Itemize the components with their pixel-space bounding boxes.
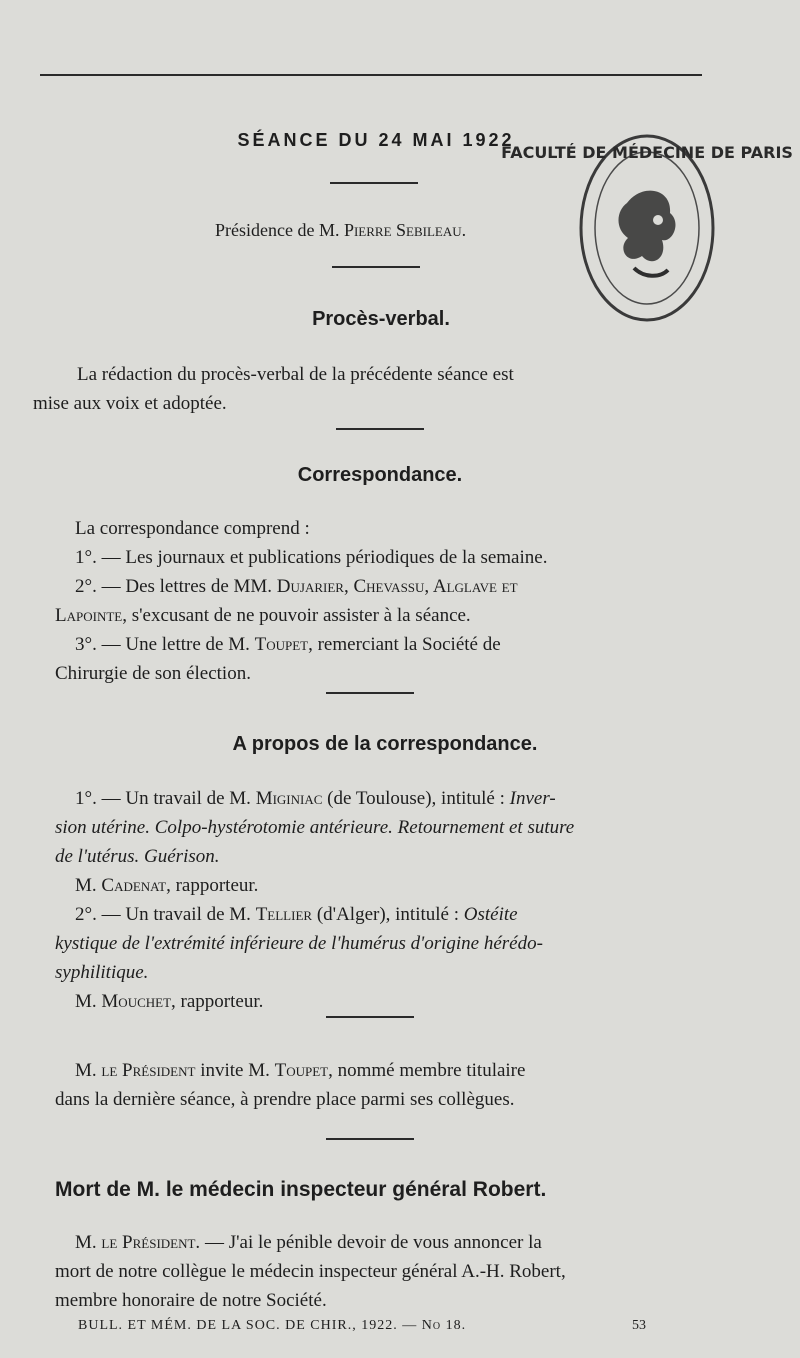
mort-paragraph <box>55 1228 720 1315</box>
corr-item-3-name: Toupet, <box>254 634 313 655</box>
ap-item-1-title: Inver- <box>509 788 556 809</box>
mort-prefix: M. <box>75 1232 97 1253</box>
ap-item-2-title-end: syphilitique. <box>55 962 149 983</box>
invite-prefix: M. <box>75 1060 97 1081</box>
ap-item-1 <box>55 784 720 813</box>
section-title-proces-verbal: Procès-verbal. <box>312 308 450 330</box>
ap-item-1-name: Miginiac <box>255 788 323 809</box>
invite-name: Toupet, <box>274 1060 333 1081</box>
ap-item-2 <box>55 900 720 929</box>
corr-item-3-text-b: remerciant la Société de <box>317 634 501 655</box>
ap-item-1-rapporteur <box>55 871 720 900</box>
rapporteur-name: Cadenat, <box>101 875 171 896</box>
corr-item-2 <box>55 572 720 601</box>
rapporteur-name: Mouchet, <box>101 991 176 1012</box>
corr-item-3-text: 3°. — Une lettre de M. <box>75 634 250 655</box>
pv-line: mise aux voix et adoptée. <box>33 393 227 414</box>
corr-item-2-names: Dujarier, Chevassu, Alglave et <box>276 576 518 597</box>
invite-line-1 <box>55 1056 720 1085</box>
section-title-a-propos: A propos de la correspondance. <box>232 733 538 755</box>
corr-item-2-name-last: Lapointe, <box>55 605 127 626</box>
a-propos-block <box>55 784 720 1016</box>
rapporteur-prefix: M. <box>75 875 97 896</box>
corr-item-2-text-b: s'excusant de ne pouvoir assister à la séance. <box>131 605 471 626</box>
rapporteur-label: rapporteur. <box>175 875 259 896</box>
ap-item-1-title-cont: sion utérine. Colpo-hystérotomie antérieure. Retournement et suture <box>55 817 575 838</box>
seance-title: SÉANCE DU 24 MAI 1922 <box>237 130 515 150</box>
ap-item-2-text-b: (d'Alger), intitulé : <box>316 904 460 925</box>
separator <box>330 182 418 184</box>
ap-item-2-title: Ostéite <box>463 904 518 925</box>
mort-text: — J'ai le pénible devoir de vous annoncer la <box>204 1232 542 1253</box>
invite-text-b: nommé membre titulaire <box>337 1060 526 1081</box>
separator <box>332 266 420 268</box>
president-name: Pierre Sebileau. <box>343 220 467 240</box>
section-title-correspondance: Correspondance. <box>297 464 463 486</box>
mort-line-2: mort de notre collègue le médecin inspecteur général A.-H. Robert, <box>55 1261 566 1282</box>
invite-paragraph <box>55 1056 720 1114</box>
ap-item-2-text: 2°. — Un travail de M. <box>75 904 251 925</box>
footer-citation: BULL. ET MÉM. DE LA SOC. DE CHIR., 1922. — No 18. <box>78 1318 467 1333</box>
library-stamp <box>501 128 793 328</box>
mort-line-3: membre honoraire de notre Société. <box>55 1290 327 1311</box>
separator <box>326 1138 414 1140</box>
presidence-line <box>215 220 466 241</box>
ap-item-2-title-cont: kystique de l'extrémité inférieure de l'humérus d'origine hérédo- <box>55 933 543 954</box>
rapporteur-prefix: M. <box>75 991 97 1012</box>
ap-item-1-text-b: (de Toulouse), intitulé : <box>327 788 505 809</box>
invite-text: invite M. <box>200 1060 270 1081</box>
corr-item-3 <box>55 630 720 659</box>
ap-item-1-title-end: de l'utérus. Guérison. <box>55 846 220 867</box>
corr-item-1: 1°. — Les journaux et publications périodiques de la semaine. <box>75 547 548 568</box>
ap-item-1-text: 1°. — Un travail de M. <box>75 788 251 809</box>
pv-line: La rédaction du procès-verbal de la précédente séance est <box>77 364 514 385</box>
separator <box>336 428 424 430</box>
mort-line-1 <box>55 1228 720 1257</box>
corr-item-2-cont <box>55 601 720 630</box>
stamp-text: FACULTÉ DE MÉDECINE DE PARIS <box>501 143 793 162</box>
invite-president: le Président <box>101 1060 196 1081</box>
ap-item-2-name: Tellier <box>255 904 313 925</box>
section-title-mort: Mort de M. le médecin inspecteur général Robert. <box>55 1178 547 1201</box>
top-rule <box>40 74 702 76</box>
separator <box>326 692 414 694</box>
rapporteur-label: rapporteur. <box>180 991 264 1012</box>
mort-president: le Président. <box>101 1232 201 1253</box>
corr-intro: La correspondance comprend : <box>75 518 310 539</box>
correspondance-block <box>55 514 720 688</box>
page-number: 53 <box>632 1318 646 1333</box>
pv-paragraph <box>33 360 720 418</box>
presidence-prefix: Présidence de M. <box>215 220 340 240</box>
corr-item-3-cont: Chirurgie de son élection. <box>55 663 251 684</box>
separator <box>326 1016 414 1018</box>
corr-item-2-text: 2°. — Des lettres de MM. <box>75 576 273 597</box>
ap-item-2-rapporteur <box>55 987 720 1016</box>
invite-line-2: dans la dernière séance, à prendre place parmi ses collègues. <box>55 1089 515 1110</box>
